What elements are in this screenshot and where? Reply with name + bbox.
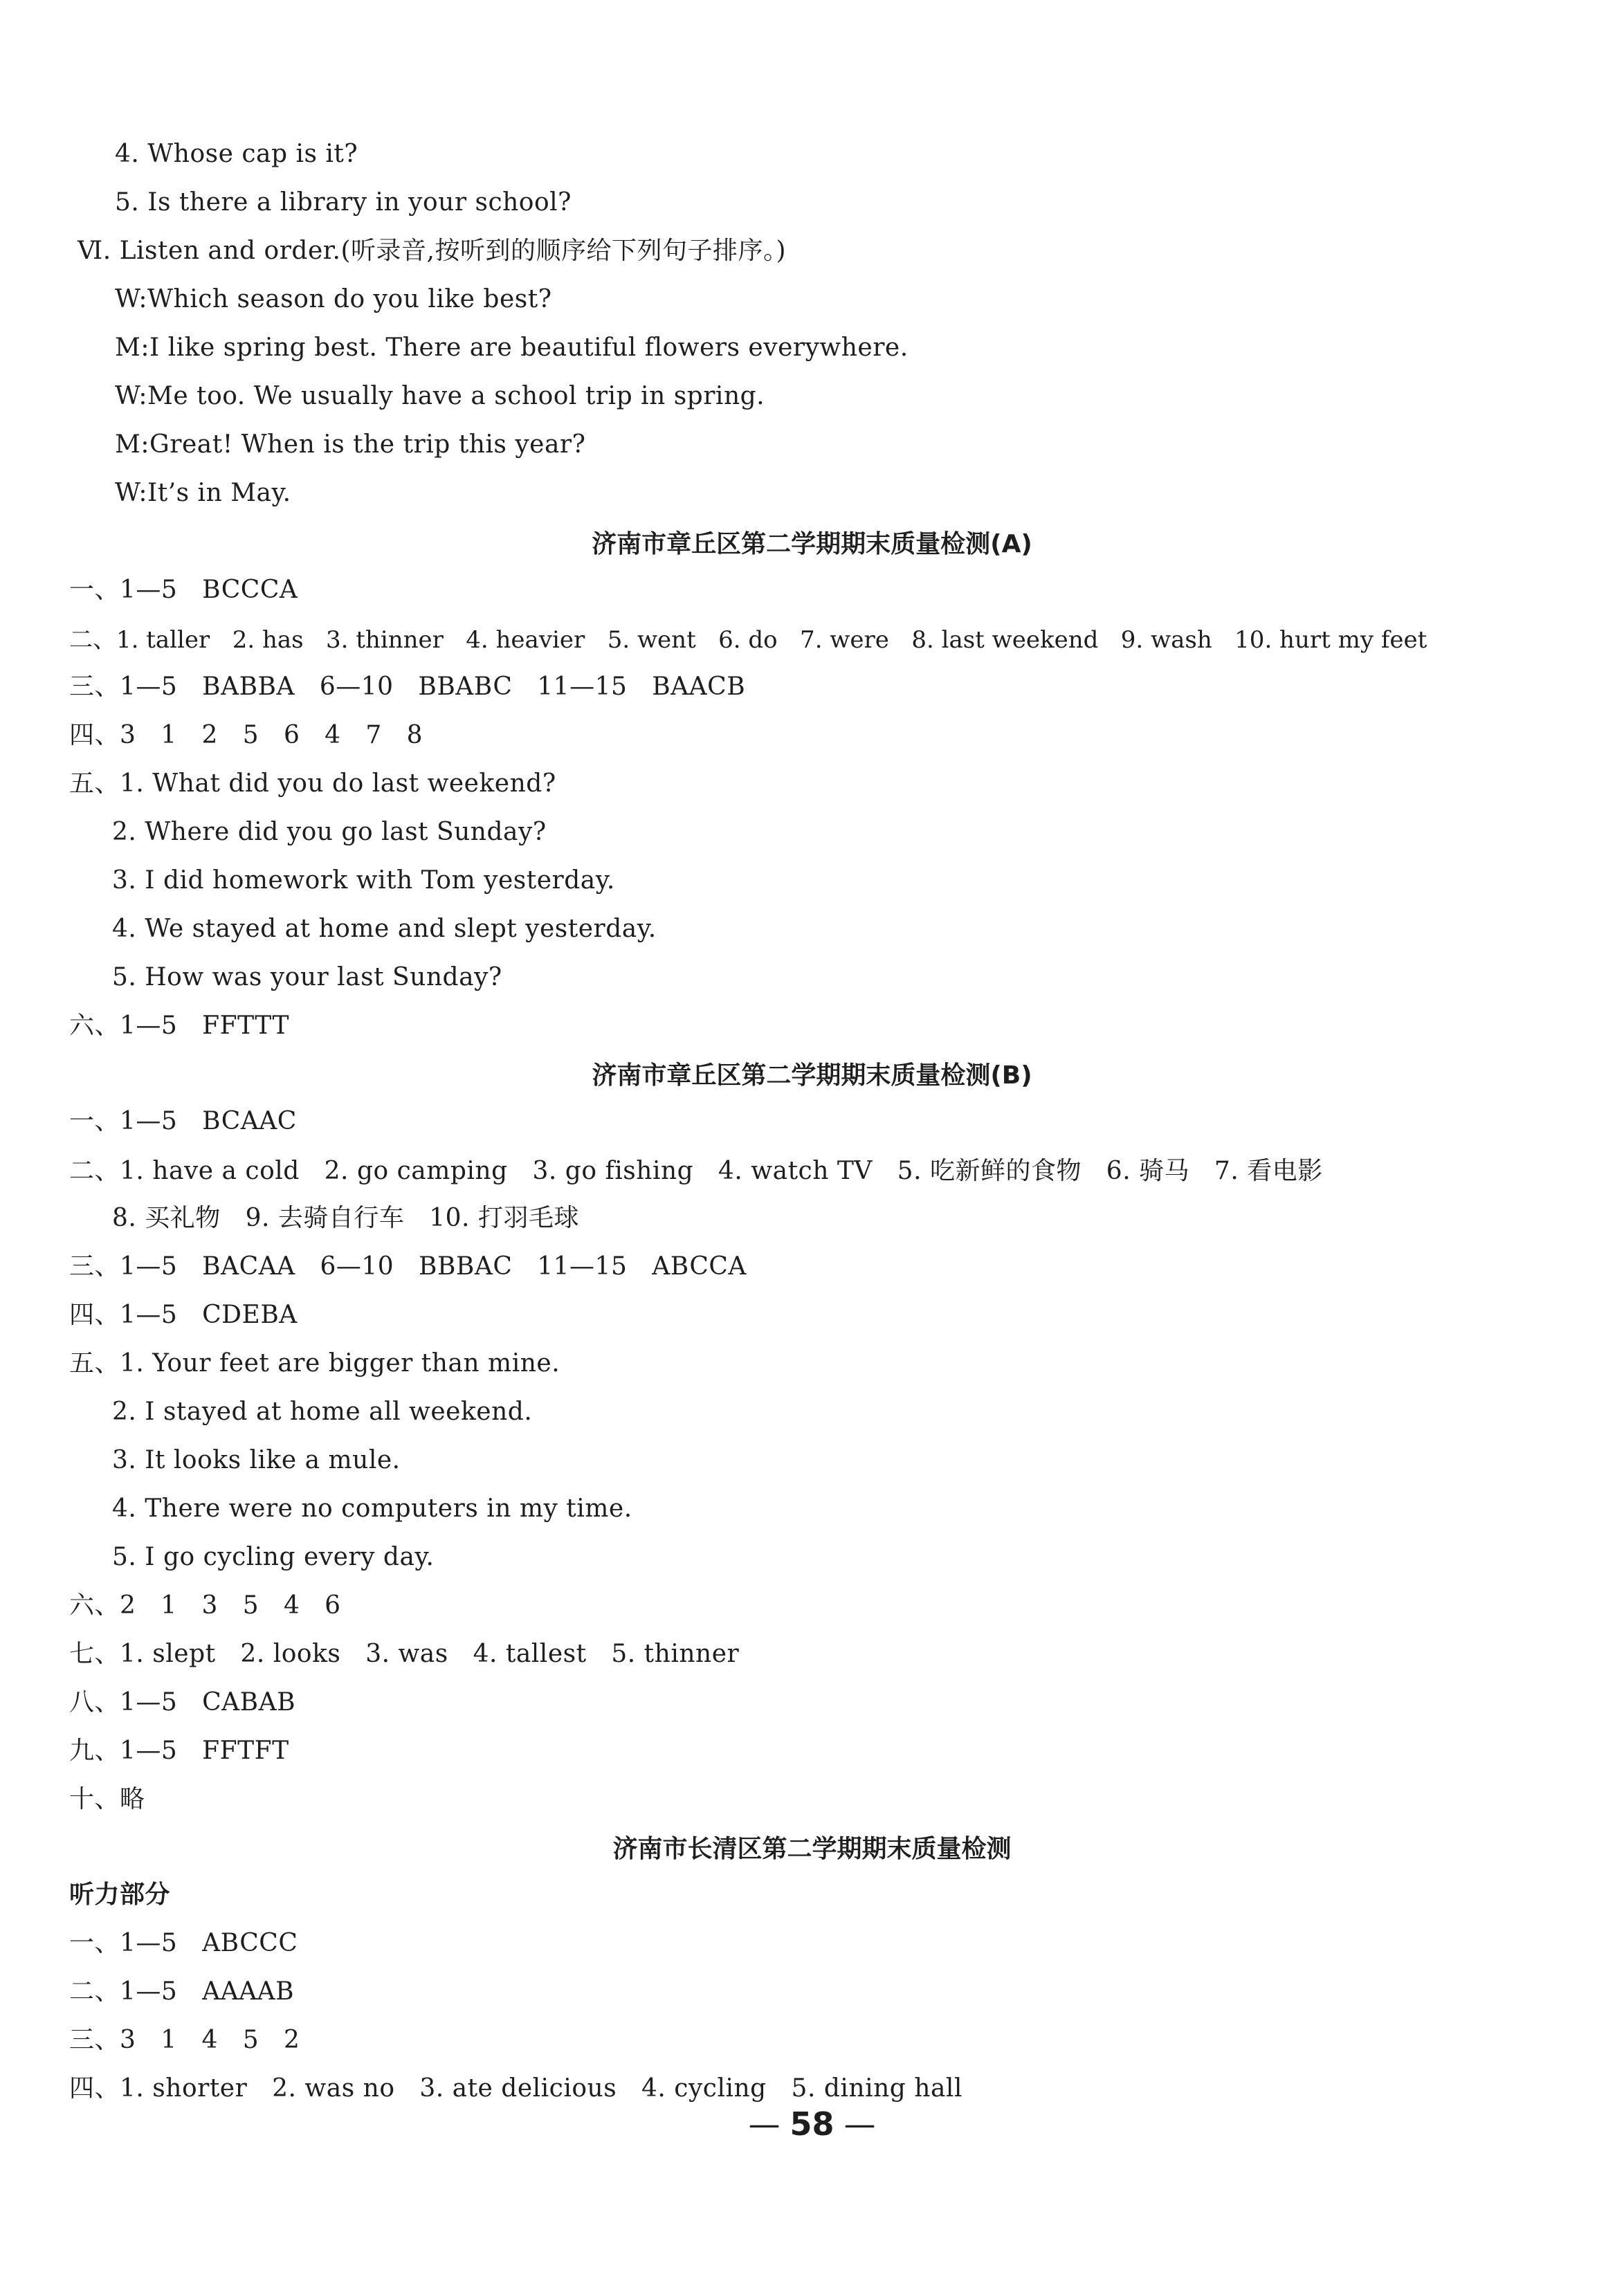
answer-line: 四、1. shorter 2. was no 3. ate delicious 4. cycling 5. dining hall: [69, 2074, 962, 2103]
answer-line: 十、略: [69, 1785, 145, 1813]
answer-line: 5. I go cycling every day.: [112, 1543, 435, 1571]
page-number-value: 58: [790, 2105, 834, 2143]
answer-line: 二、1—5 AAAAB: [69, 1977, 295, 2006]
answer-line: 4. We stayed at home and slept yesterday.: [112, 915, 657, 943]
answer-line: 四、1—5 CDEBA: [69, 1301, 298, 1329]
answer-line: 3. It looks like a mule.: [112, 1446, 401, 1474]
answer-line: 4. There were no computers in my time.: [112, 1494, 632, 1523]
answer-line: 5. Is there a library in your school?: [115, 188, 572, 217]
dialogue-line: M:Great! When is the trip this year?: [115, 430, 586, 459]
answer-line: 九、1—5 FFTFT: [69, 1737, 289, 1765]
answer-line: 一、1—5 ABCCC: [69, 1929, 298, 1957]
answer-line: 3. I did homework with Tom yesterday.: [112, 866, 615, 895]
section-c-subtitle: 听力部分: [69, 1880, 171, 1909]
answer-line: 5. How was your last Sunday?: [112, 963, 502, 991]
page-number: [0, 2103, 1624, 2145]
dialogue-line: W:It’s in May.: [115, 479, 291, 507]
dialogue-line: M:I like spring best. There are beautiful flowers everywhere.: [115, 333, 909, 362]
answer-line: 七、1. slept 2. looks 3. was 4. tallest 5. thinner: [69, 1640, 740, 1668]
section-heading: Ⅵ. Listen and order.(听录音,按听到的顺序给下列句子排序。): [77, 237, 786, 265]
answer-line: 八、1—5 CABAB: [69, 1688, 296, 1717]
answer-line: 2. Where did you go last Sunday?: [112, 818, 547, 846]
page-number-dash: —: [748, 2105, 781, 2143]
answer-line: 8. 买礼物 9. 去骑自行车 10. 打羽毛球: [112, 1204, 579, 1232]
answer-line: 五、1. Your feet are bigger than mine.: [69, 1349, 560, 1378]
answer-line: 三、1—5 BABBA 6—10 BBABC 11—15 BAACB: [69, 672, 746, 701]
answer-line: 六、2 1 3 5 4 6: [69, 1591, 341, 1620]
answer-line: 三、1—5 BACAA 6—10 BBBAC 11—15 ABCCA: [69, 1252, 747, 1281]
answer-line: 五、1. What did you do last weekend?: [69, 769, 556, 798]
answer-line: 二、1. have a cold 2. go camping 3. go fishing 4. watch TV 5. 吃新鲜的食物 6. 骑马 7. 看电影: [69, 1157, 1323, 1185]
answer-line: 六、1—5 FFTTT: [69, 1012, 289, 1040]
dialogue-line: W:Which season do you like best?: [115, 285, 552, 313]
page-number-dash: —: [843, 2105, 876, 2143]
answer-line: 三、3 1 4 5 2: [69, 2026, 300, 2054]
answer-line: 2. I stayed at home all weekend.: [112, 1398, 533, 1426]
answer-line: 一、1—5 BCAAC: [69, 1107, 297, 1135]
answer-line: 二、1. taller 2. has 3. thinner 4. heavier 5. went 6. do 7. were 8. last weekend 9. wash 10. hurt my feet: [69, 626, 1427, 654]
answer-line: 4. Whose cap is it?: [115, 140, 358, 168]
section-a-title: 济南市章丘区第二学期期末质量检测(A): [592, 530, 1032, 558]
section-b-title: 济南市章丘区第二学期期末质量检测(B): [592, 1061, 1032, 1090]
answer-line: 一、1—5 BCCCA: [69, 576, 298, 604]
dialogue-line: W:Me too. We usually have a school trip in spring.: [115, 382, 765, 410]
section-c-title: 济南市长清区第二学期期末质量检测: [612, 1835, 1012, 1863]
answer-line: 四、3 1 2 5 6 4 7 8: [69, 721, 423, 749]
